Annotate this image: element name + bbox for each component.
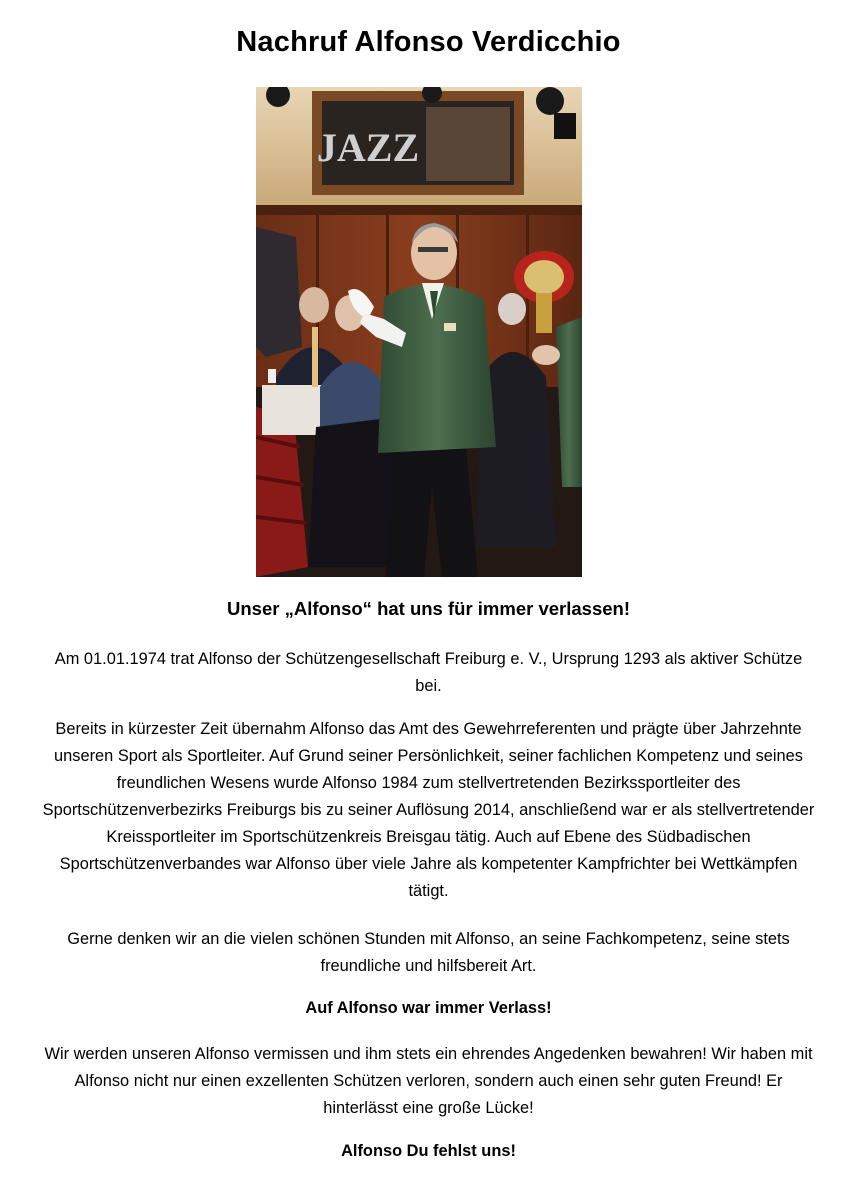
- paragraph-memories: Gerne denken wir an die vielen schönen Stunden mit Alfonso, an seine Fachkompetenz, seine stets freundliche und hilfsbereit Art.: [67, 930, 790, 975]
- jazz-sign-text: JAZZ: [316, 125, 420, 170]
- memorial-photo: [256, 87, 582, 577]
- subtitle: Unser „Alfonso“ hat uns für immer verlassen!: [227, 598, 630, 619]
- paragraph-closing: Wir werden unseren Alfonso vermissen und ihm stets ein ehrendes Angedenken bewahren! Wir haben mit Alfonso nicht nur einen exzellenten Schützen verloren, sondern auch einen sehr guten Freund! Er hinterlässt eine große Lücke!: [44, 1045, 813, 1117]
- emphasis-reliability: Auf Alfonso war immer Verlass!: [305, 999, 552, 1017]
- emphasis-farewell: Alfonso Du fehlst uns!: [341, 1142, 516, 1160]
- paragraph-career: Bereits in kürzester Zeit übernahm Alfonso das Amt des Gewehrreferenten und prägte über Jahrzehnte unseren Sport als Sportleiter. Auf Grund seiner Persönlichkeit, seiner fachlichen Kompetenz und seines freundlichen Wesens wurde Alfonso 1984 zum stellvertretenden Bezirkssportleiter des Sportschützenverbezirks Freiburgs bis zu seiner Auflösung 2014, anschließend war er als stellvertretender Kreissportleiter im Sportschützenkreis Breisgau tätig. Auch auf Ebene des Südbadischen Sportschützenverbandes war Alfonso über viele Jahre als kompetenter Kampfrichter bei Wettkämpfen tätigt.: [42, 720, 815, 900]
- photo-illustration: [256, 87, 582, 577]
- paragraph-membership: Am 01.01.1974 trat Alfonso der Schützengesellschaft Freiburg e. V., Ursprung 1293 als aktiver Schütze bei.: [54, 650, 803, 695]
- page-title: Nachruf Alfonso Verdicchio: [236, 26, 621, 58]
